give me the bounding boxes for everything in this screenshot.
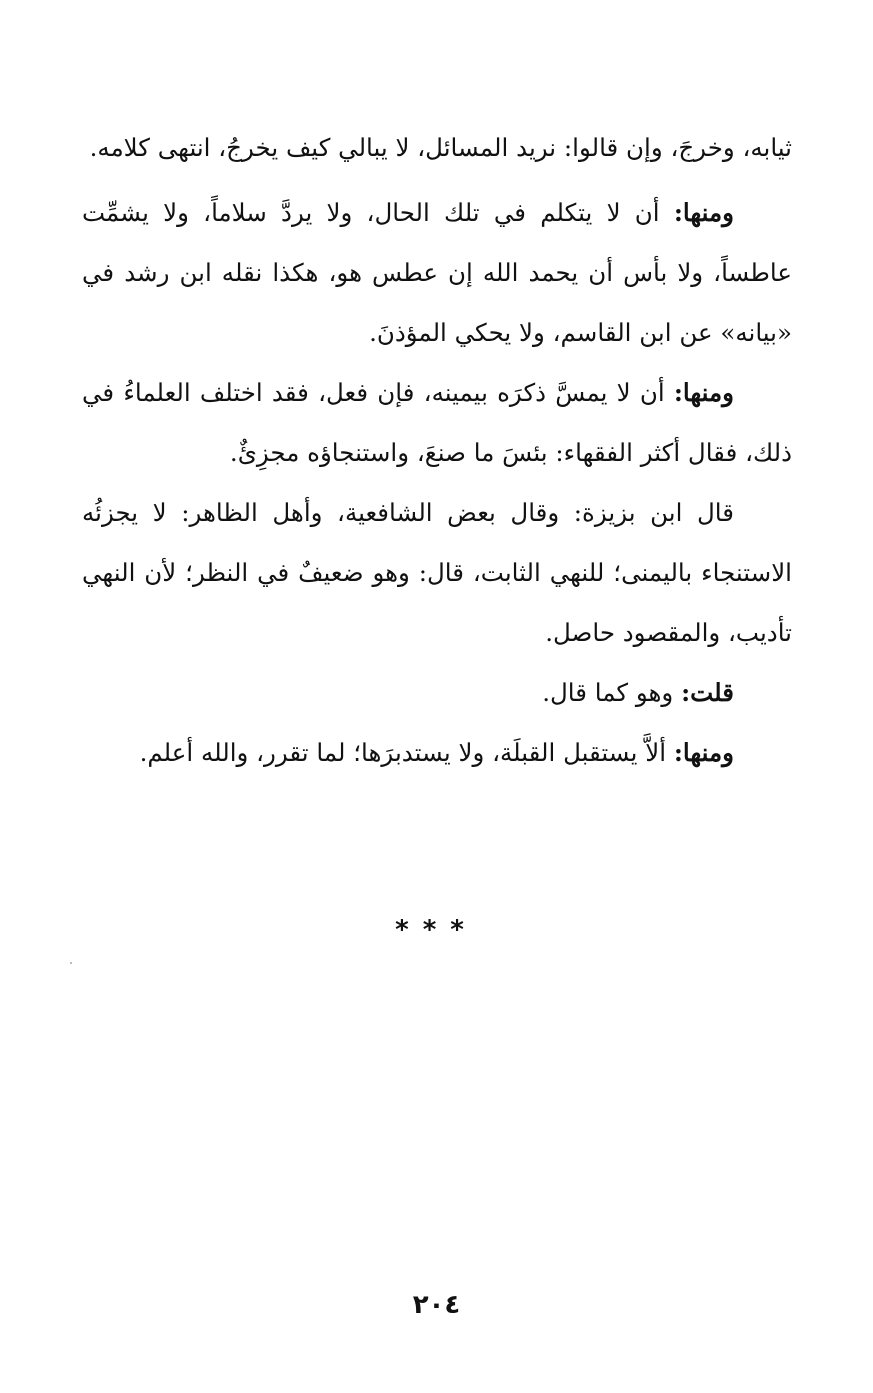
paragraph-lead: ومنها:: [673, 738, 734, 767]
paragraph-text: أن لا يتكلم في تلك الحال، ولا يردَّ سلاماً، ولا يشمِّت عاطساً، ولا بأس أن يحمد الله إن عطس هو، هكذا نقله ابن رشد في «بيانه» عن ابن القاسم، ولا يحكي المؤذنَ.: [82, 198, 792, 347]
paragraph-6: [82, 723, 792, 783]
paragraph-1: [82, 118, 792, 178]
paragraph-lead: قلت:: [681, 678, 734, 707]
page-number: ٢٠٤: [412, 1290, 461, 1320]
scan-speck: [70, 962, 72, 964]
paragraph-text: ألاَّ يستقبل القبلَة، ولا يستدبرَها؛ لما تقرر، والله أعلم.: [139, 738, 674, 767]
paragraph-text: ثيابه، وخرجَ، وإن قالوا: نريد المسائل، لا يبالي كيف يخرجُ، انتهى كلامه.: [89, 133, 792, 162]
paragraph-2: [82, 183, 792, 363]
paragraph-3: [82, 363, 792, 483]
section-separator: ***: [395, 915, 478, 945]
paragraph-lead: ومنها:: [673, 378, 734, 407]
paragraph-5: [82, 663, 792, 723]
paragraph-text: قال ابن بزيزة: وقال بعض الشافعية، وأهل الظاهر: لا يجزئُه الاستنجاء باليمنى؛ للنهي الثابت، قال: وهو ضعيفٌ في النظر؛ لأن النهي تأديب، والمقصود حاصل.: [82, 498, 792, 647]
paragraph-lead: ومنها:: [673, 198, 734, 227]
paragraph-4: [82, 483, 792, 663]
paragraph-text: أن لا يمسَّ ذكرَه بيمينه، فإن فعل، فقد اختلف العلماءُ في ذلك، فقال أكثر الفقهاء: بئسَ ما صنعَ، واستنجاؤه مجزِئٌ.: [82, 378, 792, 467]
paragraph-text: وهو كما قال.: [542, 678, 682, 707]
body-text: [82, 118, 792, 783]
